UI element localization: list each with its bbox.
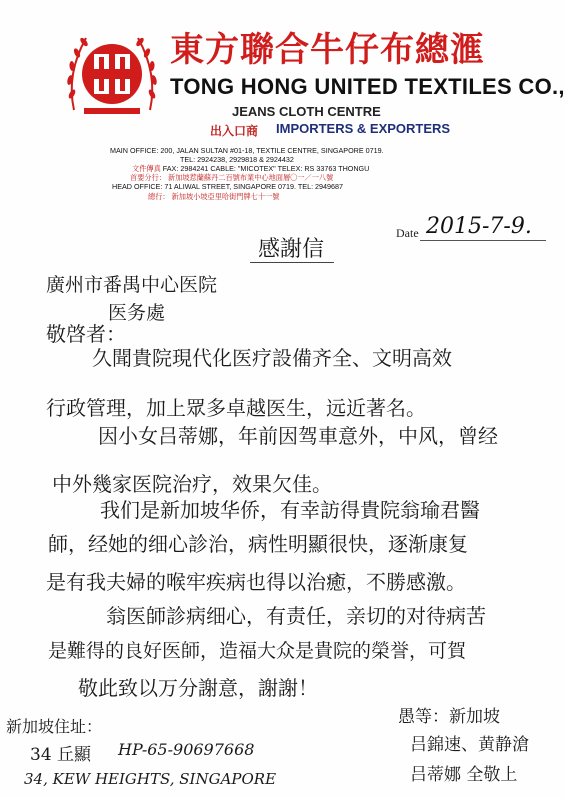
body-line-3: 因小女吕蒂娜，年前因驾車意外，中风，曾经 bbox=[98, 424, 498, 448]
cn-office-line bbox=[130, 173, 333, 182]
body-line-4: 中外幾家医院治疗，效果欠佳。 bbox=[52, 472, 332, 496]
body-line-2: 行政管理，加上眾多卓越医生，远近著名。 bbox=[46, 396, 426, 420]
main-office-label: MAIN OFFICE: bbox=[110, 146, 159, 155]
cn-head-address: 新加坡小坡亞里哈街門牌七十一號 bbox=[171, 192, 280, 201]
cn-office-label: 首要分行： bbox=[130, 173, 166, 182]
closing-line-3: 吕蒂娜 全敬上 bbox=[410, 765, 518, 785]
main-office-address: 200, JALAN SULTAN #01-18, TEXTILE CENTRE, SINGAPORE 0719. bbox=[160, 146, 384, 155]
main-office-tel: TEL: 2924238, 2929818 & 2924432 bbox=[180, 155, 294, 164]
recipient-line-2: 医务處 bbox=[108, 302, 166, 324]
letter-heading: 感謝信 bbox=[258, 237, 325, 262]
cn-head-line bbox=[148, 192, 279, 201]
body-line-10: 敬此致以万分謝意，謝謝！ bbox=[78, 676, 318, 700]
body-line-6: 師，经她的细心診治，病性明顯很快，逐渐康复 bbox=[48, 532, 468, 556]
heading-underline bbox=[250, 262, 334, 263]
body-line-7: 是有我夫婦的喉牢疾病也得以治癒，不勝感激。 bbox=[46, 570, 466, 594]
importers-label-english: IMPORTERS & EXPORTERS bbox=[276, 121, 451, 136]
cn-office-address: 新加坡惹蘭蘇丹二百號布業中心地面層〇一／一八號 bbox=[167, 173, 334, 182]
cn-head-label: 總行： bbox=[148, 192, 170, 201]
body-line-5: 我们是新加坡华侨，有幸訪得貴院翁瑜君醫 bbox=[100, 498, 480, 522]
address-english: 34, KEW HEIGHTS, SINGAPORE bbox=[24, 770, 277, 788]
fax-line bbox=[132, 164, 369, 173]
recipient-line-1: 廣州市番禺中心医院 bbox=[46, 274, 218, 296]
main-office-line bbox=[110, 146, 384, 155]
company-name-english: TONG HONG UNITED TEXTILES CO., bbox=[170, 74, 565, 99]
textile-logo-icon bbox=[64, 24, 160, 122]
date-label: Date bbox=[396, 226, 419, 240]
closing-line-2: 吕錦速、黄静滄 bbox=[410, 735, 529, 755]
address-chinese: 34 丘顯 bbox=[30, 745, 92, 765]
body-line-1: 久聞貴院現代化医疗設備齐全、文明高效 bbox=[92, 346, 452, 370]
salutation: 敬啓者： bbox=[46, 322, 126, 346]
head-office-address: 71 ALIWAL STREET, SINGAPORE 0719. TEL: 2949687 bbox=[164, 182, 344, 191]
date-underline bbox=[420, 240, 546, 241]
body-line-8: 翁医師診病细心，有责任，亲切的对待病苦 bbox=[106, 604, 486, 628]
phone-number: HP-65-90697668 bbox=[118, 740, 255, 759]
body-line-9: 是難得的良好医師，造福大众是貴院的榮誉，可賀 bbox=[48, 640, 467, 662]
company-tagline: JEANS CLOTH CENTRE bbox=[232, 104, 381, 119]
date-value: 2015-7-9. bbox=[426, 214, 532, 239]
importers-label-chinese: 出入口商 bbox=[210, 124, 259, 138]
head-office-line bbox=[112, 182, 343, 191]
fax-label-chinese: 文件傳真 bbox=[132, 164, 161, 173]
head-office-label: HEAD OFFICE: bbox=[112, 182, 163, 191]
fax-details: FAX: 2984241 CABLE: "MICOTEX" TELEX: RS 33763 THONGU bbox=[162, 164, 370, 173]
address-label: 新加坡住址： bbox=[6, 717, 103, 736]
closing-line-1: 愚等：新加坡 bbox=[398, 707, 500, 727]
company-name-chinese: 東方聯合牛仔布總滙 bbox=[170, 30, 485, 70]
